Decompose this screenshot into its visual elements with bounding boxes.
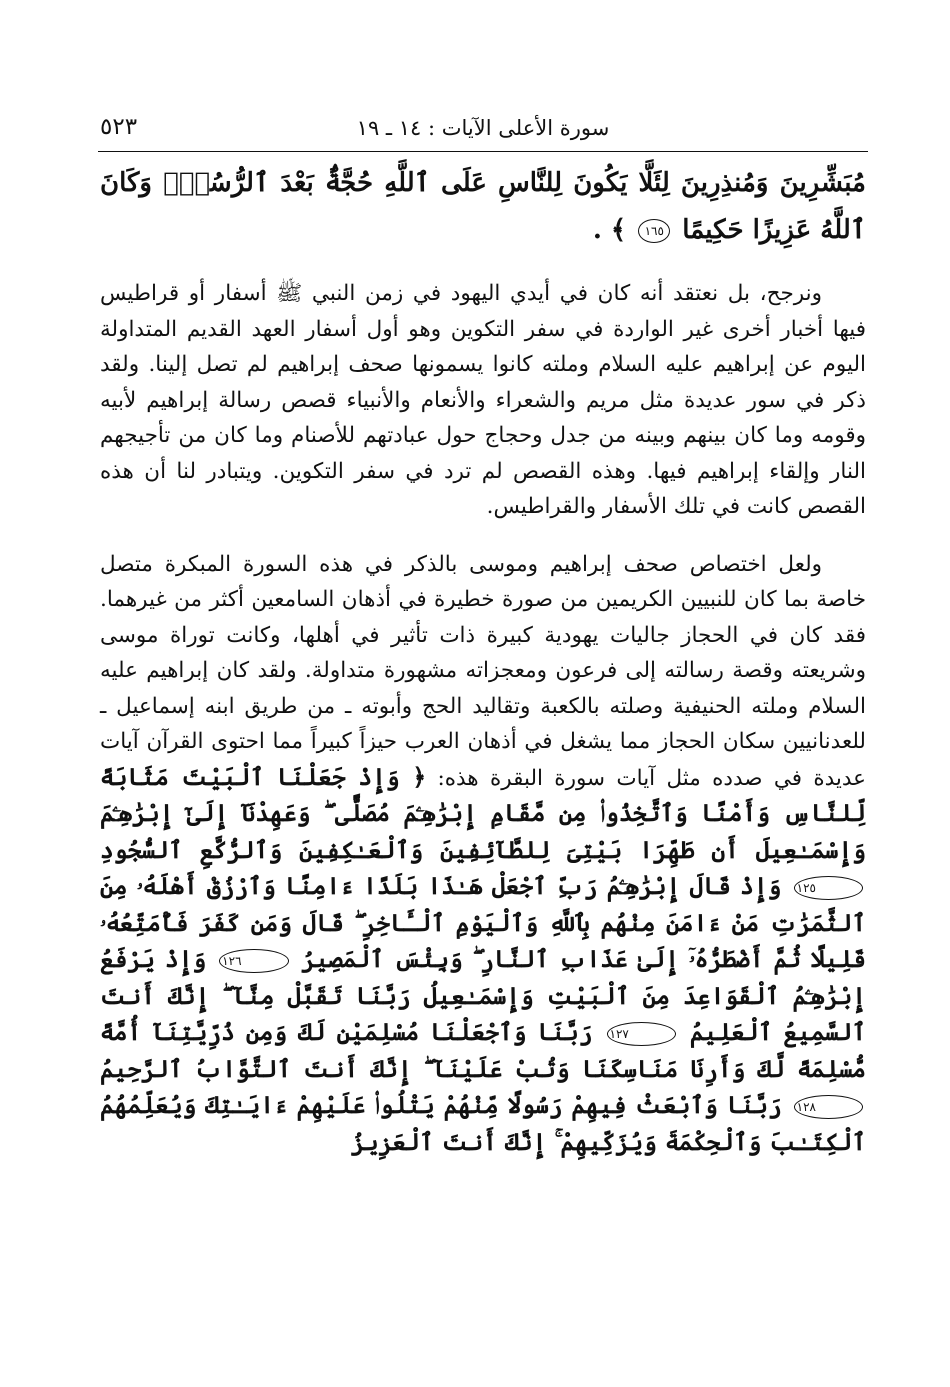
page-body xyxy=(100,160,866,1161)
running-title: سورة الأعلى الآيات : ١٤ ـ ١٩ xyxy=(356,116,610,140)
ayah-number-mark: ١٢٥ xyxy=(794,876,863,900)
quran-verse-125: وَإِذْ جَعَلْنَا ٱلْبَيْتَ مَثَابَةً لِّلنَّاسِ وَأَمْنًا وَٱتَّخِذُوا۟ مِن مَّقَامِ إِبْرَٰهِـۧمَ مُصَلًّى ۖ وَعَهِدْنَآ إِلَىٰٓ إِبْرَٰهِـۧمَ وَإِسْمَـٰعِيلَ أَن طَهِّرَا بَيْتِىَ لِلطَّآئِفِينَ وَٱلْعَـٰكِفِينَ وَٱلرُّكَّعِ ٱلسُّجُودِ xyxy=(100,762,866,864)
paragraph-2 xyxy=(100,547,866,1162)
quote-open: ﴿ xyxy=(412,762,427,791)
ayah-number-mark: ١٦٥ xyxy=(638,219,670,243)
ayah-number-mark: ١٢٧ xyxy=(607,1022,676,1046)
ayah-number-mark: ١٢٨ xyxy=(794,1095,863,1119)
ayah-number-mark: ١٢٦ xyxy=(219,949,288,973)
quote-close: ﴾ . xyxy=(592,215,627,245)
paragraph-2-text: ولعل اختصاص صحف إبراهيم وموسى بالذكر في هذه السورة المبكرة متصل خاصة بما كان للنبيين الكريمين من صورة خطيرة في أذهان السامعين أكثر من غيرهما. فقد كان في الحجاز جاليات يهودية كبيرة ذات تأثير في أهلها، وكانت توراة موسى وشريعته وقصة رسالته إلى فرعون ومعجزاته مشهورة متداولة. ولقد كان إبراهيم عليه السلام وملته الحنيفية وصلته بالكعبة وتقاليد الحج وأبوته ـ من طريق ابنه إسماعيل ـ للعدنانيين سكان الحجاز مما يشغل في أذهان العرب حيزاً كبيراً مما احتوى القرآن آيات عديدة في صدده مثل آيات سورة البقرة هذه: xyxy=(100,551,866,791)
quran-verse-127: وَإِذْ يَرْفَعُ إِبْرَٰهِـۧمُ ٱلْقَوَاعِدَ مِنَ ٱلْبَيْتِ وَإِسْمَـٰعِيلُ رَبَّنَا تَقَبَّلْ مِنَّآ ۖ إِنَّكَ أَنتَ ٱلسَّمِيعُ ٱلْعَلِيمُ xyxy=(100,945,866,1046)
header-rule xyxy=(98,151,868,152)
page-number: ٥٢٣ xyxy=(100,114,138,140)
quran-verse-128: رَبَّنَا وَٱجْعَلْنَا مُسْلِمَيْنِ لَكَ وَمِن ذُرِّيَّتِنَآ أُمَّةً مُّسْلِمَةً لَّكَ وَأَرِنَا مَنَاسِكَنَا وَتُبْ عَلَيْنَآ ۖ إِنَّكَ أَنتَ ٱلتَّوَّابُ ٱلرَّحِيمُ xyxy=(100,1018,866,1083)
quran-verse-126: وَإِذْ قَالَ إِبْرَٰهِـۧمُ رَبِّ ٱجْعَلْ هَـٰذَا بَلَدًا ءَامِنًا وَٱرْزُقْ أَهْلَهُۥ مِنَ ٱلثَّمَرَٰتِ مَنْ ءَامَنَ مِنْهُم بِٱللَّهِ وَٱلْيَوْمِ ٱلْـَٔاخِرِ ۖ قَالَ وَمَن كَفَرَ فَأُمَتِّعُهُۥ قَلِيلًا ثُمَّ أَضْطَرُّهُۥٓ إِلَىٰ عَذَابِ ٱلنَّارِ ۖ وَبِئْسَ ٱلْمَصِيرُ xyxy=(100,872,866,973)
quran-verse-text: مُبَشِّرِينَ وَمُنذِرِينَ لِئَلَّا يَكُونَ لِلنَّاسِ عَلَى ٱللَّهِ حُجَّةٌۢ بَعْدَ ٱلرُّسُلِۚ وَكَانَ ٱللَّهُ عَزِيزًا حَكِيمًا xyxy=(100,168,866,245)
paragraph-1: ونرجح، بل نعتقد أنه كان في أيدي اليهود في زمن النبي ﷺ أسفار أو قراطيس فيها أخبار أخرى غير الواردة في سفر التكوين وهو أول أسفار العهد القديم المتداولة اليوم عن إبراهيم عليه السلام وملته كانوا يسمونها صحف إبراهيم لم تصل إلينا. ولقد ذكر في سور عديدة مثل مريم والشعراء والأنعام والأنبياء قصص رسالة إبراهيم لأبيه وقومه وما كان بينهم وبينه من جدل وحجاج حول عبادتهم للأصنام وما كان من تأجيجهم النار وإلقاء إبراهيم فيها. وهذه القصص لم ترد في سفر التكوين. ويتبادر لنا أن هذه القصص كانت في تلك الأسفار والقراطيس. xyxy=(100,281,866,519)
quran-verse-129: رَبَّنَا وَٱبْعَثْ فِيهِمْ رَسُولًا مِّنْهُمْ يَتْلُوا۟ عَلَيْهِمْ ءَايَـٰتِكَ وَيُعَلِّمُهُمُ ٱلْكِتَـٰبَ وَٱلْحِكْمَةَ وَيُزَكِّيهِمْ ۚ إِنَّكَ أَنتَ ٱلْعَزِيزُ xyxy=(100,1091,866,1156)
quran-quote-top xyxy=(100,160,866,254)
quran-quote-bottom xyxy=(100,763,866,1156)
page-header xyxy=(100,108,866,148)
